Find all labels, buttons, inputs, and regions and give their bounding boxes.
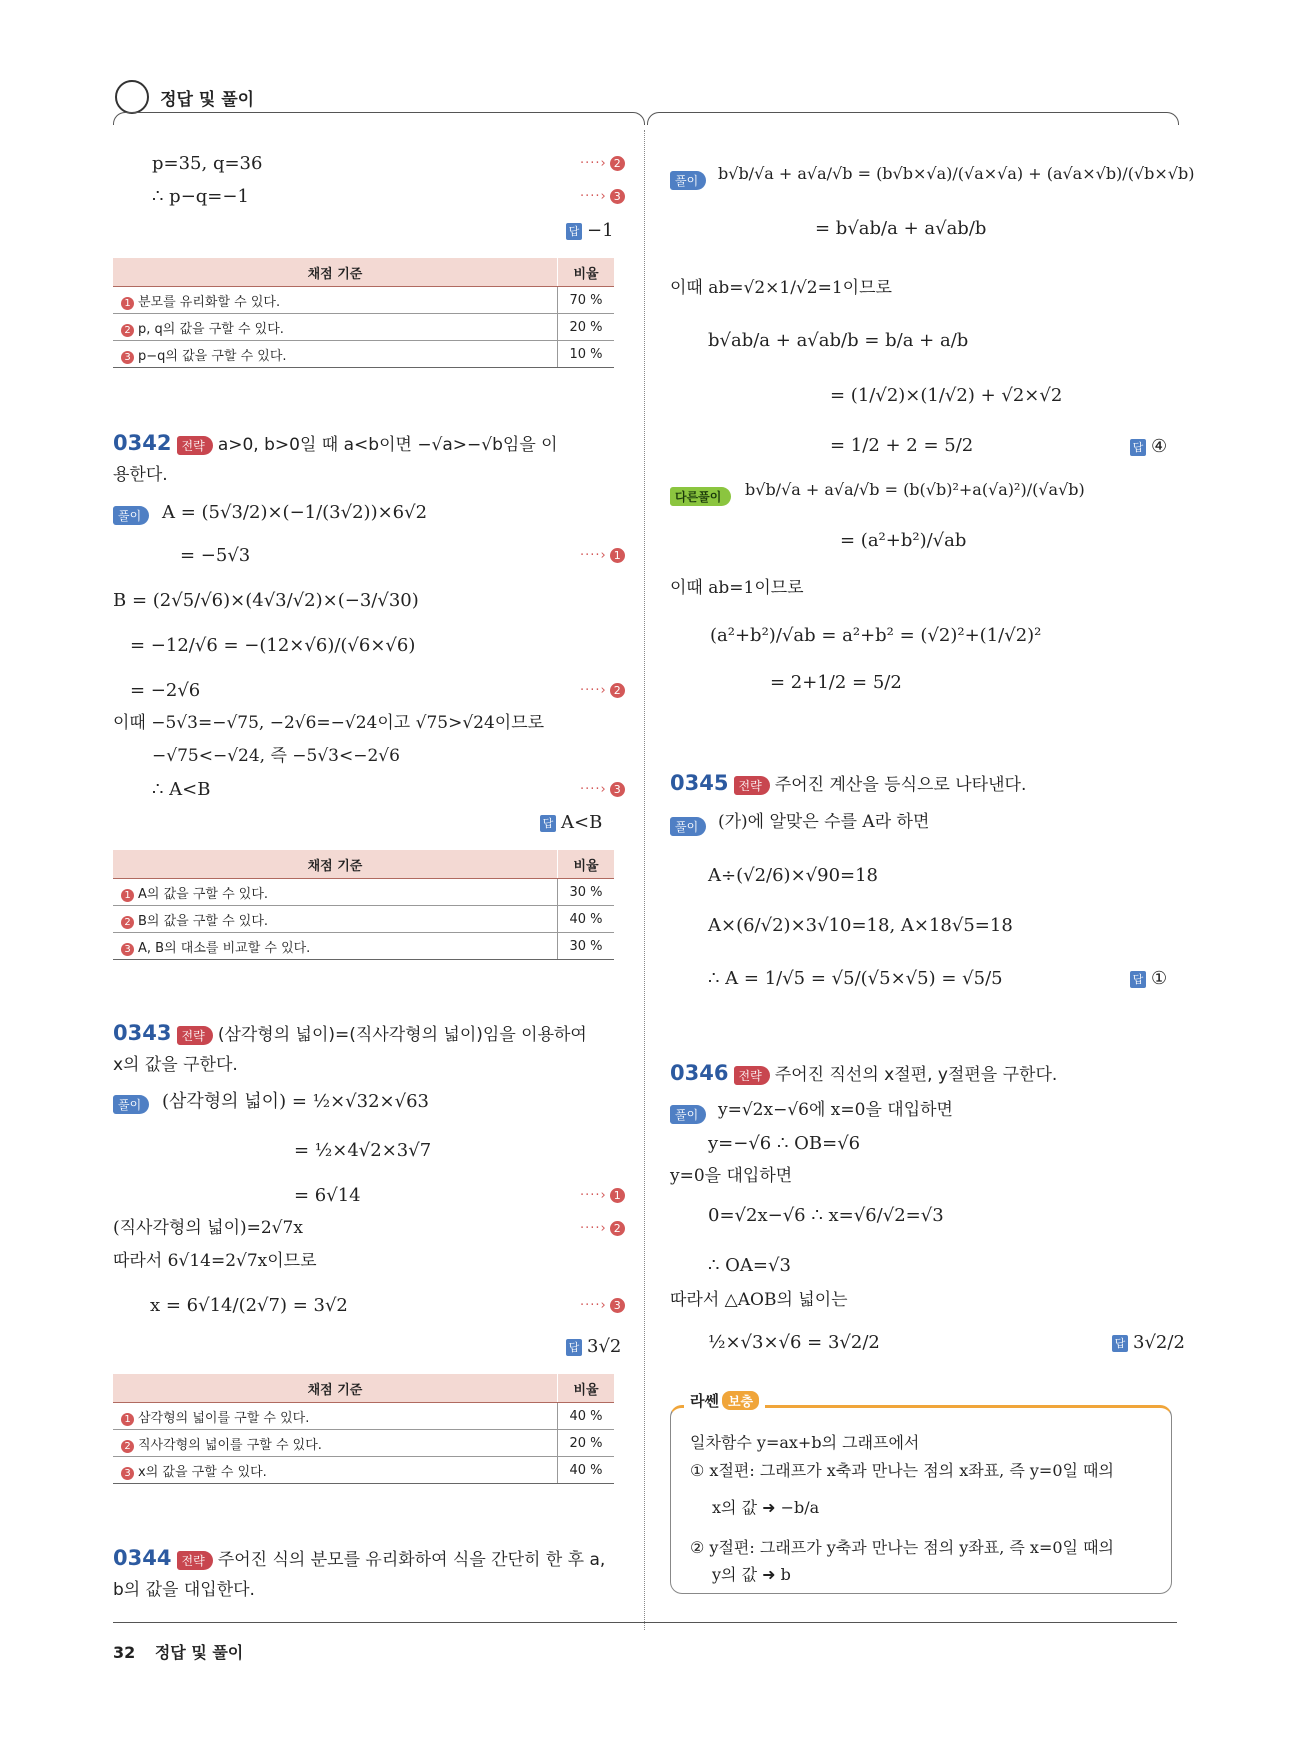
step-marker: ····› 2 (580, 1221, 625, 1236)
answer: 답 3√2/2 (1112, 1332, 1185, 1353)
page-footer (113, 1640, 243, 1663)
problem-text: 용한다. (113, 465, 168, 485)
answer: 답 −1 (566, 220, 614, 241)
table-row: 3 p−q의 값을 구할 수 있다. 10 % (113, 341, 614, 368)
solution-tag: 풀이 (670, 1104, 706, 1124)
solution-tag: 풀이 (113, 1094, 149, 1114)
math-line: B = (2√5/√6)×(4√3/√2)×(−3/√30) (113, 590, 419, 611)
answer-icon: 답 (1130, 439, 1146, 456)
problem-text: x의 값을 구한다. (113, 1055, 238, 1075)
math-line: −√75<−√24, 즉 −5√3<−2√6 (152, 746, 400, 766)
math-line: b√b/√a + a√a/√b = (b√b×√a)/(√a×√a) + (a√a×√b)/(√b×√b) (718, 164, 1195, 183)
problem-0342-header: 0342 전략 a>0, b>0일 때 a<b이면 −√a>−√b임을 이 (113, 431, 558, 455)
math-line: y=√2x−√6에 x=0을 대입하면 (718, 1100, 953, 1120)
answer: 답 3√2 (566, 1336, 621, 1357)
problem-0345-header: 0345 전략 주어진 계산을 등식으로 나타낸다. (670, 771, 1027, 795)
supplement-line: 일차함수 y=ax+b의 그래프에서 (690, 1433, 920, 1452)
column-divider (644, 130, 645, 1630)
step-marker: ····› 1 (580, 548, 625, 563)
math-line: p=35, q=36 (152, 153, 263, 174)
footer-rule (113, 1622, 1177, 1623)
left-frame (113, 112, 645, 125)
page-header (115, 80, 254, 114)
math-line: = (a²+b²)/√ab (840, 530, 967, 551)
solution-tag: 풀이 (670, 816, 706, 836)
math-line: (가)에 알맞은 수를 A라 하면 (718, 812, 930, 832)
problem-text: b의 값을 대입한다. (113, 1580, 255, 1600)
math-line: ½×√3×√6 = 3√2/2 (708, 1332, 880, 1353)
math-line: = 2+1/2 = 5/2 (770, 672, 902, 693)
math-line: = −2√6 (130, 680, 201, 701)
step-marker: ····› 2 (580, 156, 625, 171)
right-frame (647, 112, 1179, 125)
math-line: 0=√2x−√6 ∴ x=√6/√2=√3 (708, 1205, 944, 1226)
footer-title: 정답 및 풀이 (154, 1643, 244, 1662)
answer: 답 A<B (540, 812, 602, 833)
math-line: ∴ OA=√3 (708, 1255, 791, 1276)
math-line: y=0을 대입하면 (670, 1166, 793, 1186)
grading-table-3: 채점 기준 비율 1 삼각형의 넓이를 구할 수 있다. 40 % 2 직사각형의 넓이를 구할 수 있다. 20 % 3 x의 값을 구할 수 있다. 40 % (113, 1374, 614, 1484)
math-line: = b√ab/a + a√ab/b (815, 218, 987, 239)
math-line: = (1/√2)×(1/√2) + √2×√2 (830, 385, 1063, 406)
answer-icon: 답 (566, 1339, 582, 1356)
table-row: 1 A의 값을 구할 수 있다. 30 % (113, 879, 614, 906)
math-line: b√b/√a + a√a/√b = (b(√b)²+a(√a)²)/(√a√b) (745, 480, 1085, 499)
alt-solution-tag: 다른풀이 (670, 486, 731, 506)
solution-tag: 풀이 (113, 505, 149, 525)
math-line: = −5√3 (180, 545, 251, 566)
supplement-line: ① x절편: 그래프가 x축과 만나는 점의 x좌표, 즉 y=0일 때의 (690, 1461, 1114, 1480)
math-line: 이때 −5√3=−√75, −2√6=−√24이고 √75>√24이므로 (113, 713, 545, 733)
answer-icon: 답 (540, 815, 556, 832)
step-marker: ····› 2 (580, 683, 625, 698)
math-line: (직사각형의 넓이)=2√7x (113, 1218, 303, 1238)
table-row: 1 삼각형의 넓이를 구할 수 있다. 40 % (113, 1403, 614, 1430)
math-line: 따라서 6√14=2√7x이므로 (113, 1251, 317, 1271)
answer-icon: 답 (566, 223, 582, 240)
answer-icon: 답 (1130, 971, 1146, 988)
problem-0343-header: 0343 전략 (삼각형의 넓이)=(직사각형의 넓이)임을 이용하여 (113, 1021, 587, 1045)
math-line: b√ab/a + a√ab/b = b/a + a/b (708, 330, 969, 351)
problem-0346-header: 0346 전략 주어진 직선의 x절편, y절편을 구한다. (670, 1061, 1058, 1085)
supplement-title: 라쎈 보충 (684, 1390, 765, 1411)
header-title: 정답 및 풀이 (160, 89, 255, 110)
supplement-line: ② y절편: 그래프가 y축과 만나는 점의 y좌표, 즉 x=0일 때의 (690, 1538, 1114, 1557)
math-line: y=−√6 ∴ OB=√6 (708, 1133, 861, 1154)
supplement-line: x의 값 ➜ −b/a (712, 1498, 820, 1517)
math-line: (삼각형의 넓이) = ½×√32×√63 (162, 1091, 429, 1112)
supplement-line: y의 값 ➜ b (712, 1565, 791, 1584)
math-line: 이때 ab=1이므로 (670, 578, 804, 598)
math-line: 따라서 △AOB의 넓이는 (670, 1290, 848, 1310)
math-line: A = (5√3/2)×(−1/(3√2))×6√2 (162, 502, 428, 523)
math-line: (a²+b²)/√ab = a²+b² = (√2)²+(1/√2)² (710, 625, 1042, 646)
table-row: 3 x의 값을 구할 수 있다. 40 % (113, 1457, 614, 1484)
math-line: ∴ A = 1/√5 = √5/(√5×√5) = √5/5 (708, 968, 1003, 989)
table-row: 3 A, B의 대소를 비교할 수 있다. 30 % (113, 933, 614, 960)
grading-table-2: 채점 기준 비율 1 A의 값을 구할 수 있다. 30 % 2 B의 값을 구할 수 있다. 40 % 3 A, B의 대소를 비교할 수 있다. 30 % (113, 850, 614, 960)
step-marker: ····› 1 (580, 1188, 625, 1203)
answer-icon: 답 (1112, 1335, 1128, 1352)
math-line: = −12/√6 = −(12×√6)/(√6×√6) (130, 635, 416, 656)
math-line: = ½×4√2×3√7 (294, 1140, 432, 1161)
table-row: 2 직사각형의 넓이를 구할 수 있다. 20 % (113, 1430, 614, 1457)
answer: 답 ① (1130, 968, 1167, 989)
solution-tag: 풀이 (670, 170, 706, 190)
math-line: 이때 ab=√2×1/√2=1이므로 (670, 278, 892, 298)
math-line: = 1/2 + 2 = 5/2 (830, 435, 974, 456)
mascot-icon (115, 80, 149, 114)
math-line: ∴ p−q=−1 (152, 186, 249, 207)
table-row: 2 p, q의 값을 구할 수 있다. 20 % (113, 314, 614, 341)
table-row: 1 분모를 유리화할 수 있다. 70 % (113, 287, 614, 314)
page-number: 32 (113, 1643, 136, 1662)
grading-table-1: 채점 기준 비율 1 분모를 유리화할 수 있다. 70 % 2 p, q의 값을 구할 수 있다. 20 % 3 p−q의 값을 구할 수 있다. 10 % (113, 258, 614, 368)
step-marker: ····› 3 (580, 1298, 625, 1313)
problem-0344-header: 0344 전략 주어진 식의 분모를 유리화하여 식을 간단히 한 후 a, (113, 1546, 606, 1570)
math-line: A×(6/√2)×3√10=18, A×18√5=18 (708, 915, 1013, 936)
math-line: x = 6√14/(2√7) = 3√2 (150, 1295, 348, 1316)
math-line: = 6√14 (294, 1185, 361, 1206)
table-row: 2 B의 값을 구할 수 있다. 40 % (113, 906, 614, 933)
math-line: A÷(√2/6)×√90=18 (708, 865, 879, 886)
step-marker: ····› 3 (580, 189, 625, 204)
math-line: ∴ A<B (152, 779, 211, 800)
step-marker: ····› 3 (580, 782, 625, 797)
answer: 답 ④ (1130, 436, 1167, 457)
